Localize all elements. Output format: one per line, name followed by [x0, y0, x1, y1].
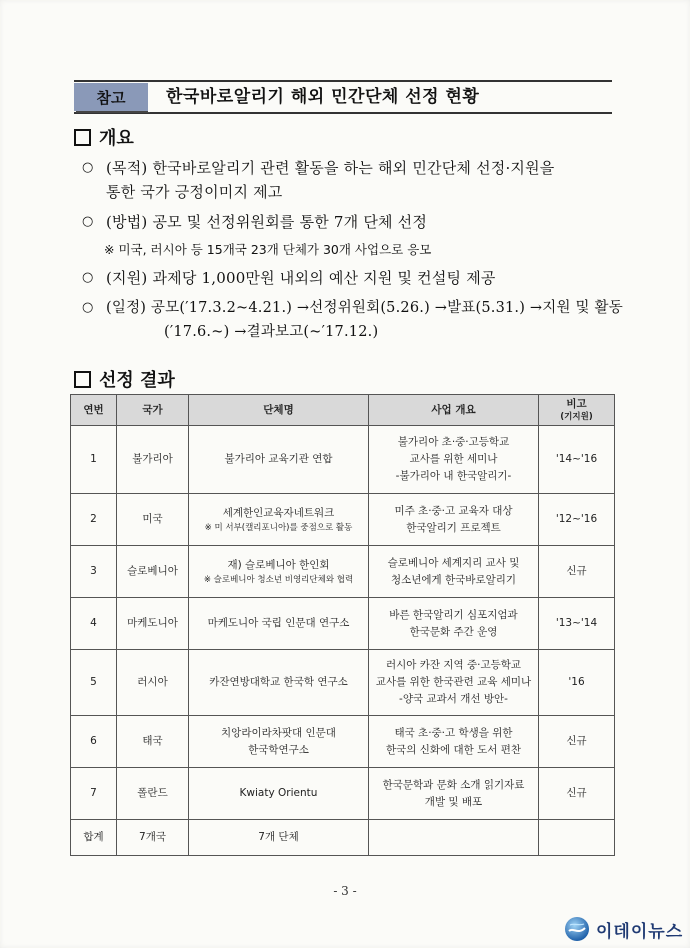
col-header-desc: 사업 개요 — [369, 395, 539, 426]
table-row: 1 불가리아 불가리아 교육기관 연합 불가리아 초·중·고등학교 교사를 위한 세미나 -불가리아 내 한국알리기- '14~'16 — [71, 426, 615, 494]
page-number: - 3 - — [333, 884, 357, 898]
document-header — [74, 80, 612, 116]
col-header-no: 연번 — [71, 395, 117, 426]
circle-bullet-icon: ○ — [82, 160, 94, 175]
overview-note: ※ 미국, 러시아 등 15개국 23개 단체가 30개 사업으로 응모 — [104, 242, 432, 257]
circle-bullet-icon: ○ — [82, 300, 94, 315]
checkbox-square-icon — [74, 129, 91, 146]
reference-badge: 참고 — [74, 83, 148, 111]
table-row: 5 러시아 카잔연방대학교 한국학 연구소 러시아 카잔 지역 중·고등학교 교사를 위한 한국관련 교육 세미나 -양국 교과서 개선 방안- '16 — [71, 650, 615, 716]
brand-logo-text: 이데이뉴스 — [596, 921, 684, 942]
table-row: 3 슬로베니아 재) 슬로베니아 한인회 ※ 슬로베니아 청소년 비영리단체와 협력 슬로베니아 세계지리 교사 및 청소년에게 한국바로알리기 신규 — [71, 546, 615, 598]
brand-logo — [564, 916, 683, 942]
globe-icon — [564, 916, 590, 942]
checkbox-square-icon — [74, 371, 91, 388]
header-rule-bottom — [74, 112, 612, 114]
table-row: 4 마케도니아 마케도니아 국립 인문대 연구소 바른 한국알리기 심포지엄과 한국문화 주간 운영 '13~'14 — [71, 598, 615, 650]
circle-bullet-icon: ○ — [82, 214, 94, 229]
section-title-overview: 개요 — [74, 124, 134, 150]
table-total-row: 합계 7개국 7개 단체 — [71, 820, 615, 856]
table-header-row — [71, 395, 615, 426]
section-title-results: 선정 결과 — [74, 366, 175, 392]
header-rule-top — [74, 80, 612, 82]
table-row: 2 미국 세계한인교육자네트워크 ※ 미 서부(캘리포니아)를 중점으로 활동 미주 초·중·고 교육자 대상 한국알리기 프로젝트 '12~'16 — [71, 494, 615, 546]
circle-bullet-icon: ○ — [82, 270, 94, 285]
document-title: 한국바로알리기 해외 민간단체 선정 현황 — [166, 87, 480, 107]
col-header-org: 단체명 — [189, 395, 369, 426]
col-header-note: 비고 (기지원) — [539, 395, 615, 426]
table-row: 6 태국 치앙라이라차팟대 인문대 한국학연구소 태국 초·중·고 학생을 위한 한국의 신화에 대한 도서 편찬 신규 — [71, 716, 615, 768]
col-header-country: 국가 — [117, 395, 189, 426]
results-table — [70, 394, 615, 856]
table-row: 7 폴란드 Kwiaty Orientu 한국문학과 문화 소개 읽기자료 개발 및 배포 신규 — [71, 768, 615, 820]
